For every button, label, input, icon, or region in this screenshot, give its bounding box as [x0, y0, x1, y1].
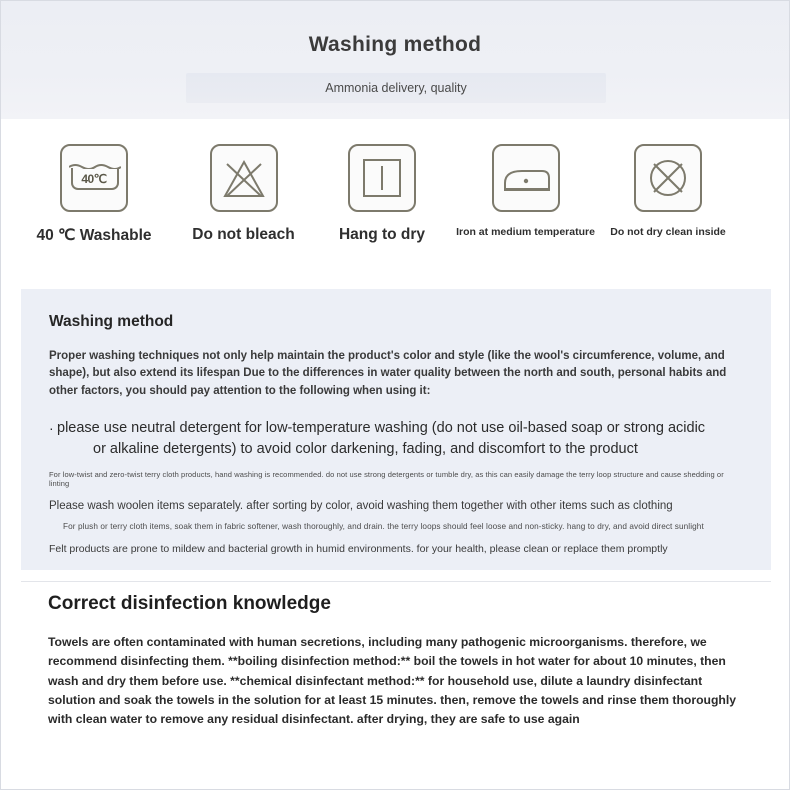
washing-line-3: Felt products are prone to mildew and bacterial growth in humid environments. for your health, please clean or replace them promptly — [49, 543, 668, 556]
disinfection-body: Towels are often contaminated with human secretions, including many pathogenic microorganisms. therefore, we recommend disinfecting them. **boiling disinfection method:** boil the towels in hot water for about 10 minutes, then wash and dry them before use. **chemical disinfectant method:** for household use, dilute a laundry disinfectant solution and soak the towels in the solution for at least 15 minutes. then, remove the towels and rinse them thoroughly with clean water to remove any residual disinfectant. after drying, they are safe to use again — [48, 635, 737, 727]
washing-note-2: For plush or terry cloth items, soak them in fabric softener, wash thoroughly, and drain. the terry loops should feel loose and non-sticky. hang to dry, and avoid direct sunlight — [63, 522, 704, 532]
care-symbol-row — [1, 119, 789, 269]
care-symbol-label-hang-to-dry: Hang to dry — [338, 226, 426, 243]
page-header — [1, 1, 789, 119]
header-subtitle-banner — [186, 73, 606, 103]
do-not-bleach-icon — [210, 144, 278, 212]
iron-medium-temperature-icon — [492, 144, 560, 212]
wash-40-icon — [60, 144, 128, 212]
disinfection-section — [48, 593, 748, 729]
triangle-cross-shape — [222, 158, 266, 205]
hang-line-shape — [381, 166, 383, 190]
care-symbol-iron-medium — [453, 144, 598, 238]
section-divider — [21, 581, 771, 582]
iron-shape — [502, 162, 552, 201]
care-symbol-do-not-bleach — [171, 144, 316, 244]
wash-water-wave — [69, 163, 121, 169]
washing-bullet-line-2: or alkaline detergents) to avoid color darkening, fading, and discomfort to the product — [93, 441, 638, 458]
care-symbol-label-no-dry-clean: Do not dry clean inside — [610, 226, 726, 238]
header-subtitle-text: Ammonia delivery, quality — [325, 81, 467, 95]
bullet-marker: · — [49, 420, 54, 437]
washing-method-intro: Proper washing techniques not only help maintain the product's color and style (like the wool's circumference, volume, and shape), but also extend its lifespan Due to the differences in water quality between the north and south, personal habits and other factors, you should pay attention to the following when using it: — [49, 350, 727, 397]
washing-bullet-line-1: please use neutral detergent for low-temperature washing (do not use oil-based soap or strong acidic — [57, 420, 706, 437]
care-symbol-label-wash-40: 40 ℃ Washable — [36, 227, 152, 244]
wash-temperature-text: 40℃ — [81, 172, 107, 186]
care-symbol-hang-to-dry — [313, 144, 451, 244]
care-symbol-wash-40 — [19, 144, 169, 245]
washing-bullet-primary — [49, 418, 790, 460]
care-symbol-no-dry-clean — [593, 144, 743, 238]
disinfection-title: Correct disinfection knowledge — [48, 593, 331, 614]
page-title: Washing method — [308, 33, 482, 56]
washing-method-panel — [21, 289, 771, 570]
washing-method-title: Washing method — [49, 313, 174, 330]
care-symbol-label-do-not-bleach: Do not bleach — [192, 226, 295, 243]
washing-note-1: For low-twist and zero-twist terry cloth products, hand washing is recommended. do not use strong detergents or tumble dry, as this can easily damage the terry loop structure and cause shedding or linting — [49, 470, 724, 489]
hang-to-dry-icon — [348, 144, 416, 212]
washing-line-2: Please wash woolen items separately. after sorting by color, avoid washing them together with other items such as clothing — [49, 500, 673, 513]
do-not-dry-clean-icon — [634, 144, 702, 212]
cross-shape — [646, 156, 690, 205]
care-symbol-label-iron-medium: Iron at medium temperature — [456, 226, 595, 238]
